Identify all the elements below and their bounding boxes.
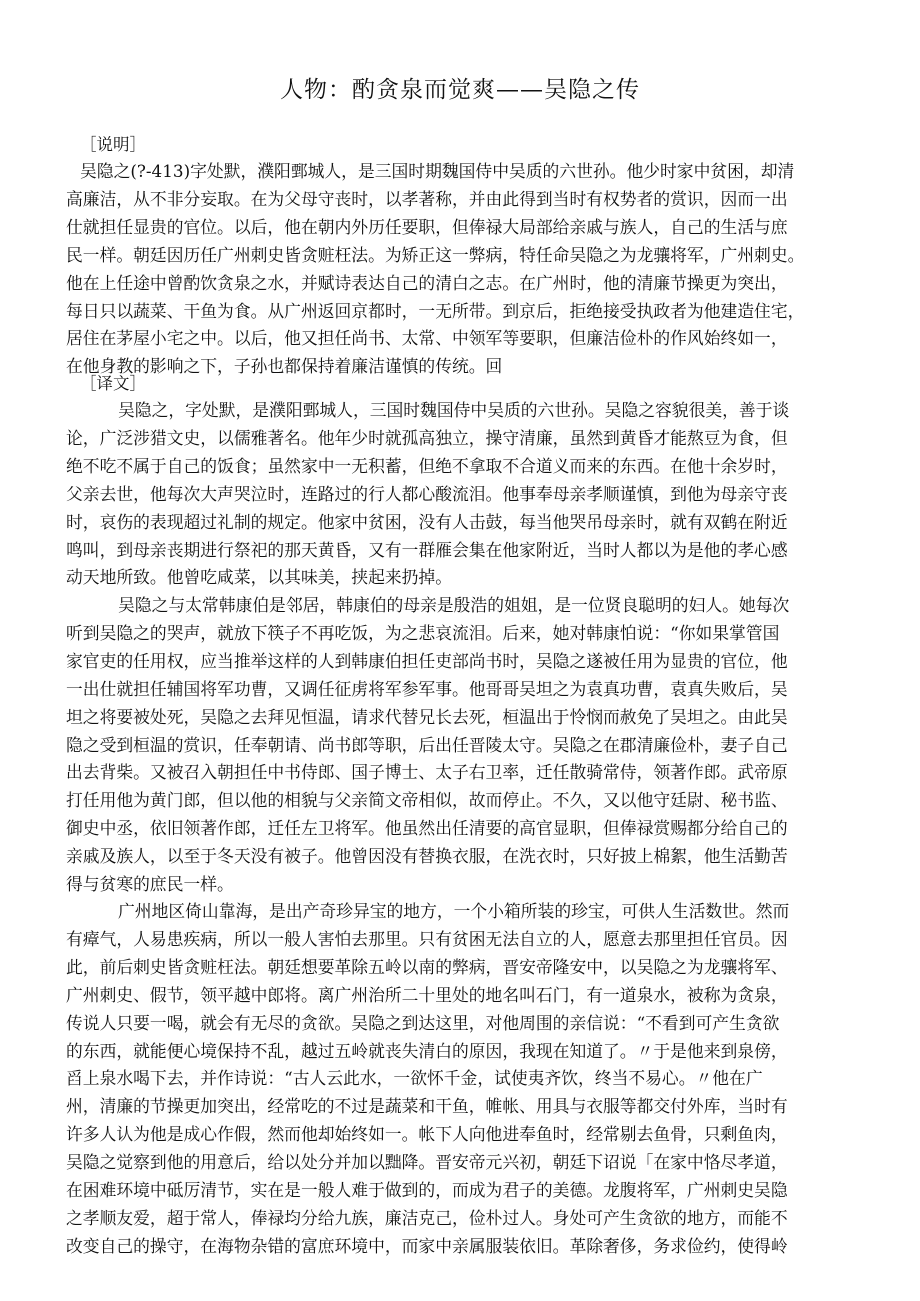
intro-line: 居住在茅屋小宅之中。以后，他又担任尚书、太常、中领军等要职，但廉洁俭朴的作风始终如一， xyxy=(66,328,788,349)
intro-line: 在他身教的影响之下，子孙也都保持着廉洁谨慎的传统。回 xyxy=(66,356,503,377)
translation-line: 传说人只要一喝，就会有无尽的贪欲。吴隐之到达这里，对他周围的亲信说：“不看到可产生贪欲 xyxy=(66,1012,780,1033)
translation-line: 父亲去世，他每次大声哭泣时，连路过的行人都心酸流泪。他事奉母亲孝顺谨慎，到他为母亲守丧 xyxy=(66,483,788,504)
translation-paragraph-3 xyxy=(66,898,866,1261)
translation-line: 此，前后刺史皆贪赃枉法。朝廷想要革除五岭以南的弊病，晋安帝隆安中，以吴隐之为龙骧将军、 xyxy=(66,956,788,977)
translation-line: 打任用他为黄门郎，但以他的相貌与父亲简文帝相似，故而停止。不久，又以他守廷尉、秘书监、 xyxy=(66,790,788,811)
translation-line: 广州刺史、假节，领平越中郎将。离广州治所二十里处的地名叫石门，有一道泉水，被称为贪泉， xyxy=(66,984,788,1005)
intro-line: 他在上任途中曾酌饮贪泉之水，并赋诗表达自己的清白之志。在广州时，他的清廉节操更为突出， xyxy=(66,272,788,293)
translation-line: 绝不吃不属于自己的饭食；虽然家中一无积蓄，但绝不拿取不合道义而来的东西。在他十余岁时， xyxy=(66,455,788,476)
intro-line: 高廉洁，从不非分妄取。在为父母守丧时，以孝著称，并由此得到当时有权势者的赏识，因而一出 xyxy=(66,188,788,209)
intro-line: 仕就担任显贵的官位。以后，他在朝内外历任要职，但俸禄大局部给亲戚与族人，自己的生活与庶 xyxy=(66,216,788,237)
translation-line: 出去背柴。又被召入朝担任中书侍郎、国子博士、太子右卫率，迁任散骑常侍，领著作郎。武帝原 xyxy=(66,762,788,783)
translation-line: 改变自己的操守，在海物杂错的富庶环境中，而家中亲属服装依旧。革除奢侈，务求俭约，使得岭 xyxy=(66,1235,788,1256)
translation-line: 之孝顺友爱，超于常人，俸禄均分给九族，廉洁克己，俭朴过人。身处可产生贪欲的地方，而能不 xyxy=(66,1207,788,1228)
translation-line: 在困难环境中砥厉清节，实在是一般人难于做到的，而成为君子的美德。龙腹将军，广州刺史吴隐 xyxy=(66,1180,788,1201)
translation-line: 御史中丞，依旧领著作郎，迁任左卫将军。他虽然出任清要的高官显职，但俸禄赏赐都分给自己的 xyxy=(66,818,788,839)
translation-paragraph-2 xyxy=(66,592,866,899)
translation-line: 论，广泛涉猎文史，以儒雅著名。他年少时就孤高独立，操守清廉，虽然到黄昏才能熬豆为食，但 xyxy=(66,427,788,448)
translation-line: 舀上泉水喝下去，并作诗说：“古人云此水，一欲怀千金，试使夷齐饮，终当不易心。〃他在广 xyxy=(66,1068,763,1089)
translation-paragraph-1 xyxy=(66,397,866,592)
intro-line: 民一样。朝廷因历任广州刺史皆贪赃枉法。为矫正这一弊病，特任命吴隐之为龙骧将军，广州刺史。 xyxy=(66,244,805,265)
document-title: 人物：酌贪泉而觉爽——吴隐之传 xyxy=(280,77,640,103)
translation-line: 动天地所致。他曾吃咸菜，以其味美，挟起来扔掉。 xyxy=(66,567,452,588)
translation-line: 一出仕就担任辅国将军功曹，又调任征虏将军参军事。他哥哥吴坦之为袁真功曹，袁真失败后，吴 xyxy=(66,678,788,699)
translation-line: 许多人认为他是成心作假，然而他却始终如一。帐下人向他进奉鱼时，经常剔去鱼骨，只剩鱼肉， xyxy=(66,1124,788,1145)
intro-paragraph xyxy=(66,158,866,381)
translation-line: 坦之将要被处死，吴隐之去拜见恒温，请求代替兄长去死，桓温出于怜悯而赦免了吴坦之。由此吴 xyxy=(66,706,788,727)
translation-line: 鸣叫，到母亲丧期进行祭祀的那天黄昏，又有一群雁会集在他家附近，当时人都以为是他的孝心感 xyxy=(66,539,788,560)
translation-line: 隐之受到桓温的赏识，任奉朝请、尚书郎等职，后出任晋陵太守。吴隐之在郡清廉俭朴，妻子自己 xyxy=(66,734,788,755)
translation-line: 有瘴气，人易患疾病，所以一般人害怕去那里。只有贫困无法自立的人，愿意去那里担任官员。因 xyxy=(66,928,788,949)
translation-line: 吴隐之，字处默，是濮阳鄄城人，三国时魏国侍中吴质的六世孙。吴隐之容貌很美，善于谈 xyxy=(118,400,790,420)
translation-line: 吴隐之觉察到他的用意后，给以处分并加以黜降。晋安帝元兴初，朝廷下诏说「在家中恪尽孝道， xyxy=(66,1152,788,1173)
translation-line: 吴隐之与太常韩康伯是邻居，韩康伯的母亲是殷浩的姐姐，是一位贤良聪明的妇人。她每次 xyxy=(118,595,790,615)
translation-line: 州，清廉的节操更加突出，经常吃的不过是蔬菜和干鱼，帷帐、用具与衣服等都交付外库，当时有 xyxy=(66,1096,788,1117)
intro-line: 吴隐之(?-413)字处默，濮阳鄄城人，是三国时期魏国侍中吴质的六世孙。他少时家中贫困，却清 xyxy=(80,161,795,181)
translation-section-label: ［译文］ xyxy=(80,374,146,393)
translation-line: 家官吏的任用权，应当推举这样的人到韩康伯担任吏部尚书时，吴隐之遂被任用为显贵的官位，他 xyxy=(66,650,788,671)
translation-line: 得与贫寒的庶民一样。 xyxy=(66,874,234,895)
intro-line: 每日只以蔬菜、干鱼为食。从广州返回京都时，一无所带。到京后，拒绝接受执政者为他建造住宅， xyxy=(66,300,805,321)
translation-line: 亲戚及族人，以至于冬天没有被子。他曾因没有替换衣服，在洗衣时，只好披上棉絮，他生活勤苦 xyxy=(66,846,788,867)
translation-line: 时，哀伤的表现超过礼制的规定。他家中贫困，没有人击鼓，每当他哭吊母亲时，就有双鹤在附近 xyxy=(66,511,788,532)
translation-line: 听到吴隐之的哭声，就放下筷子不再吃饭，为之悲哀流泪。后来，她对韩康怕说：“你如果掌管国 xyxy=(66,622,780,643)
intro-section-label: ［说明］ xyxy=(80,135,146,154)
translation-line: 的东西，就能便心境保持不乱，越过五岭就丧失清白的原因，我现在知道了。〃于是他来到泉傍， xyxy=(66,1040,788,1061)
translation-line: 广州地区倚山靠海，是出产奇珍异宝的地方，一个小箱所装的珍宝，可供人生活数世。然而 xyxy=(118,901,790,921)
